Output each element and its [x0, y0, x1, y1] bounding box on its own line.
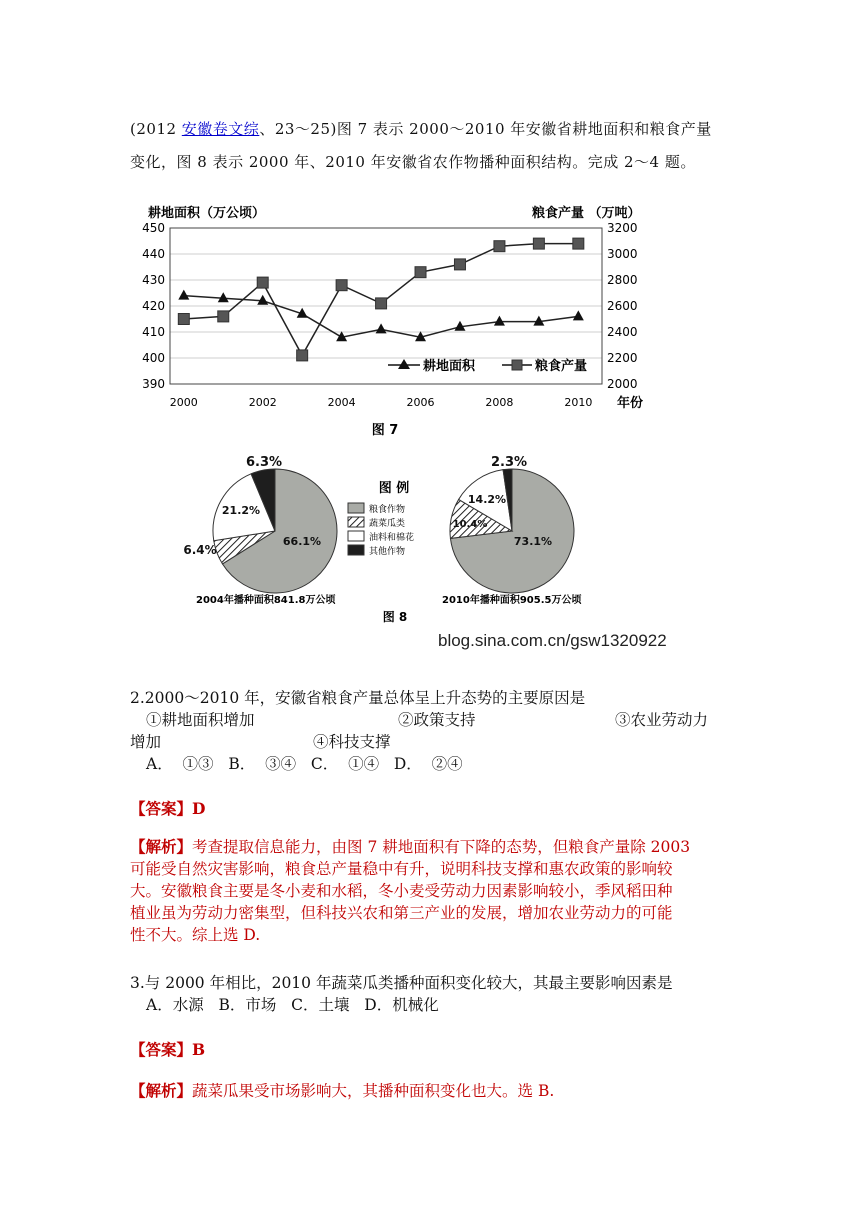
y-right-tick: 2200 [607, 351, 638, 365]
intro-prefix: (2012 [130, 120, 182, 138]
y-left-tick: 450 [142, 221, 165, 235]
grain-point [336, 280, 347, 291]
left-axis-title: 耕地面积（万公顷） [148, 206, 266, 221]
figure7-caption: 图 7 [371, 423, 399, 438]
y-right-tick: 2400 [607, 325, 638, 339]
x-tick: 2004 [327, 396, 356, 409]
q3-answer: 【答案】B [130, 1040, 206, 1059]
legend-item-veg: 蔬菜瓜类 [369, 519, 406, 529]
pie-label: 10.4% [452, 519, 488, 530]
q2-option-4: ④科技支撑 [313, 733, 391, 751]
watermark: blog.sina.com.cn/gsw1320922 [438, 631, 667, 650]
q3-stem: 3.与 2000 年相比，2010 年蔬菜瓜类播种面积变化较大，其最主要影响因素是 [130, 974, 673, 992]
y-left-tick: 410 [142, 325, 165, 339]
q3-explanation: 【解析】蔬菜瓜果受市场影响大，其播种面积变化也大。选 B. [130, 1081, 555, 1100]
triangle-marker-icon [398, 359, 410, 369]
x-unit-label: 年份 [617, 396, 644, 411]
x-tick: 2002 [248, 396, 277, 409]
legend-swatch-veg [348, 517, 364, 527]
q3-exp-tag: 【解析】 [130, 1081, 193, 1100]
q2-option-3-cont: 增加 [130, 733, 162, 751]
question-intro [130, 113, 730, 179]
x-tick: 2008 [485, 396, 514, 409]
figure8-caption: 图 8 [382, 610, 408, 624]
x-tick: 2006 [406, 396, 435, 409]
y-right-tick: 3200 [607, 221, 638, 235]
grain-point [218, 311, 229, 322]
intro-line2: 变化，图 8 表示 2000 年、2010 年安徽省农作物播种面积结构。完成 2～4 题。 [130, 153, 696, 171]
pie-label: 6.4% [183, 543, 217, 557]
y-left-tick: 390 [142, 377, 165, 391]
grain-point [178, 314, 189, 325]
farmland-point [178, 290, 189, 300]
y-left-tick: 440 [142, 247, 165, 261]
question-2 [130, 687, 730, 775]
q2-exp-tag: 【解析】 [130, 837, 193, 856]
q2-option-2: ②政策支持 [398, 711, 476, 729]
legend-title: 图 例 [378, 481, 410, 496]
grain-point [454, 259, 465, 270]
legend-farmland: 耕地面积 [423, 359, 476, 374]
y-left-tick: 400 [142, 351, 165, 365]
legend-swatch-grain [348, 503, 364, 513]
right-axis-title: 粮食产量 （万吨） [532, 206, 641, 221]
q2-option-3: ③农业劳动力 [615, 711, 709, 729]
pie-label: 6.3% [245, 455, 283, 470]
legend-swatch-oil [348, 531, 364, 541]
grain-point [533, 238, 544, 249]
grain-point [494, 241, 505, 252]
pie-label: 14.2% [467, 493, 507, 506]
farmland-point [573, 310, 584, 320]
intro-suffix: 、23～25)图 7 表示 2000～2010 年安徽省耕地面积和粮食产量 [259, 120, 712, 138]
q2-stem: 2.2000～2010 年，安徽省粮食产量总体呈上升态势的主要原因是 [130, 689, 586, 707]
y-right-tick: 2000 [607, 377, 638, 391]
pie-label: 2.3% [490, 455, 528, 470]
pie-label: 66.1% [282, 535, 322, 548]
q2-explanation: 【解析】考查提取信息能力，由图 7 耕地面积有下降的态势，但粮食产量除 2003 可能受自然灾害影响，粮食总产量稳中有升，说明科技支撑和惠农政策的影响较 大。安徽粮食主要是冬小麦和水稻，冬小麦受劳动力因素影响较小，季风稻田种 植业虽为劳动力密集型，但科技兴农和第三产业的发展，增加农业劳动力的可能 性不大。综上选 D. [130, 837, 691, 944]
y-right-tick: 2600 [607, 299, 638, 313]
figure8-chart [180, 448, 600, 628]
grain-point [376, 298, 387, 309]
legend-item-other: 其他作物 [369, 547, 406, 557]
x-tick: 2000 [169, 396, 198, 409]
source-link[interactable]: 安徽卷文综 [181, 121, 260, 138]
y-right-tick: 3000 [607, 247, 638, 261]
pie2-caption: 2010年播种面积905.5万公顷 [442, 595, 582, 606]
x-tick: 2010 [564, 396, 593, 409]
legend-grain: 粮食产量 [535, 359, 588, 374]
pie1-caption: 2004年播种面积841.8万公顷 [196, 595, 336, 606]
figure8-legend [348, 480, 414, 557]
q3-choices: A．水源 B．市场 C．土壤 D．机械化 [146, 996, 439, 1014]
pie-label: 21.2% [221, 504, 261, 517]
figure7-legend [388, 358, 587, 374]
grain-point [573, 238, 584, 249]
pie-label: 73.1% [513, 535, 553, 548]
y-left-tick: 430 [142, 273, 165, 287]
figure7-chart [130, 195, 650, 440]
legend-item-oil: 油料和棉花 [369, 533, 415, 543]
grain-point [297, 350, 308, 361]
farmland-point [494, 316, 505, 326]
farmland-point [376, 323, 387, 333]
y-right-tick: 2800 [607, 273, 638, 287]
q2-answer: 【答案】D [130, 799, 206, 818]
q2-option-1: ①耕地面积增加 [146, 711, 255, 729]
question-3 [130, 972, 730, 1016]
q2-choices: A． ①③ B． ③④ C． ①④ D． ②④ [146, 755, 463, 773]
square-marker-icon [512, 360, 522, 370]
legend-item-grain: 粮食作物 [369, 505, 406, 515]
grain-point [257, 277, 268, 288]
legend-swatch-other [348, 545, 364, 555]
grain-point [415, 267, 426, 278]
y-left-tick: 420 [142, 299, 165, 313]
